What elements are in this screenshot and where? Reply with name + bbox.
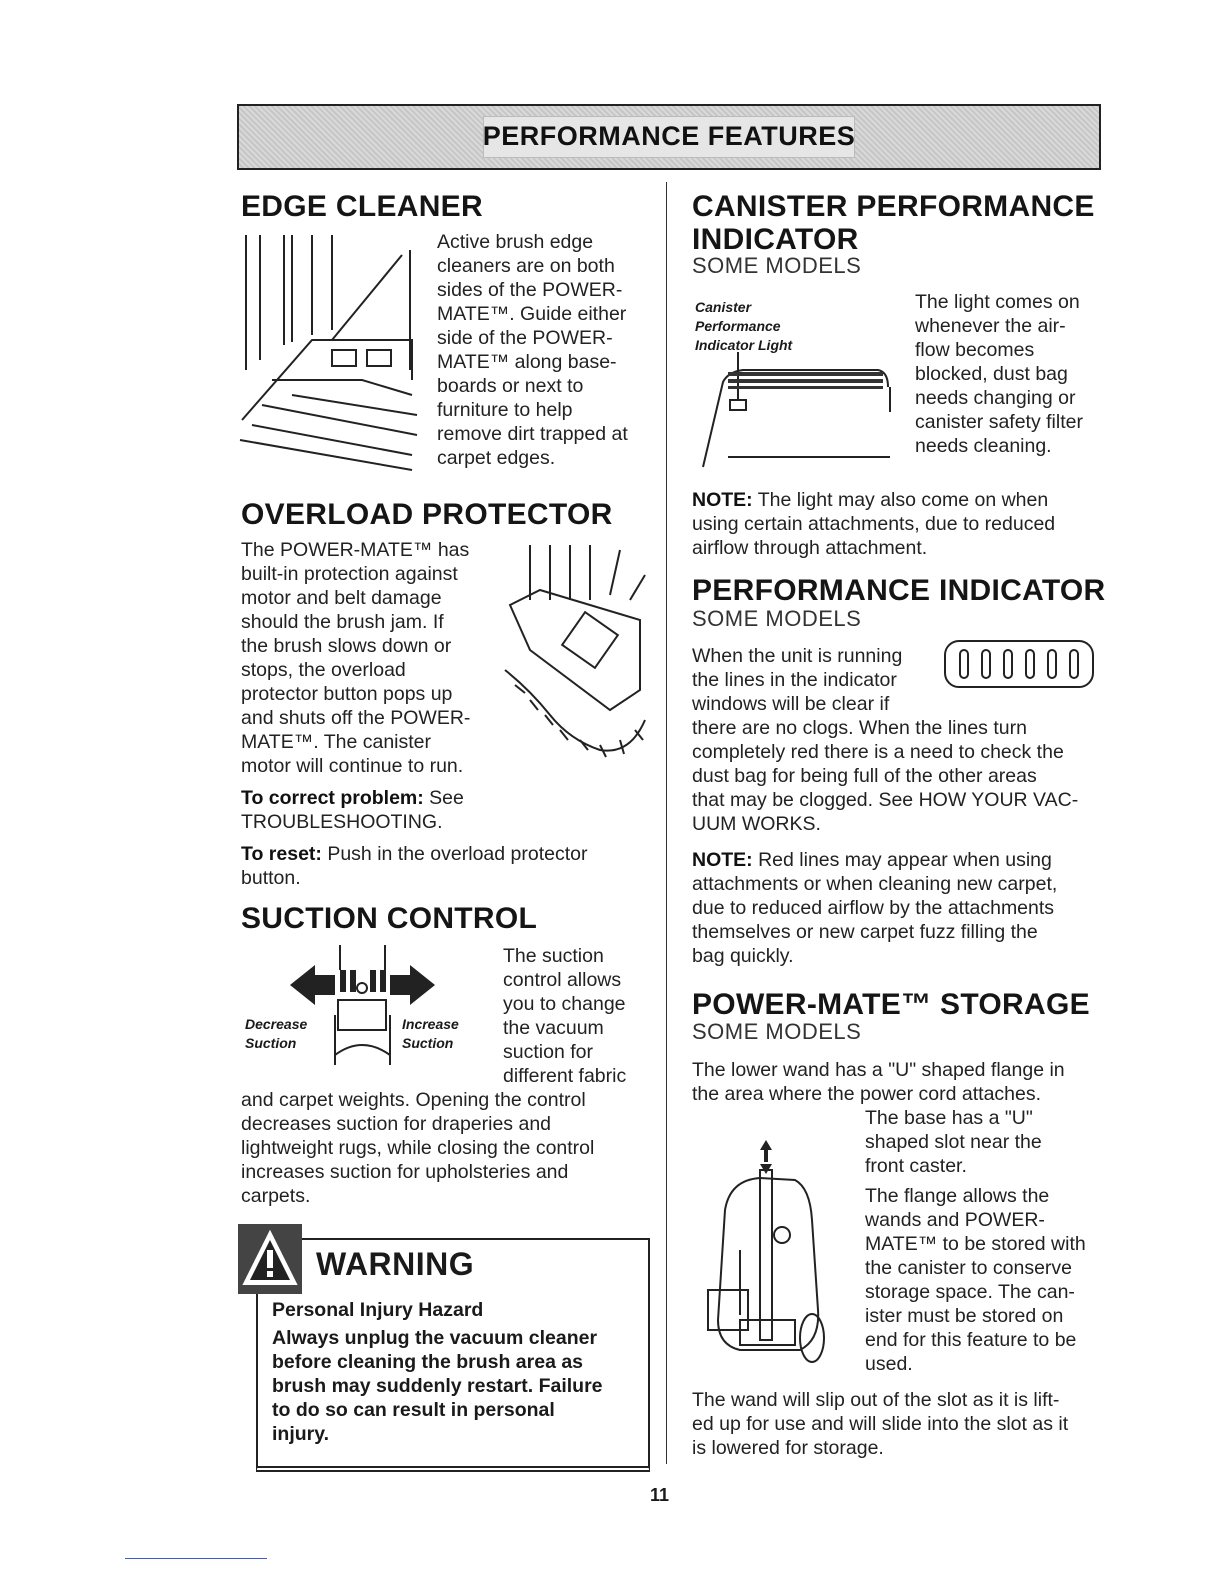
- text-line: airflow through attachment.: [692, 537, 928, 559]
- canister-indicator-illustration: [698, 352, 898, 472]
- text-line: and shuts off the POWER-: [241, 707, 471, 729]
- edge-cleaner-illustration: [232, 230, 422, 475]
- storage-text-intro: [692, 1058, 1102, 1106]
- text-line: The light comes on: [915, 291, 1080, 313]
- text-line: front caster.: [865, 1155, 967, 1177]
- text-span: The light may also come on when: [752, 489, 1049, 511]
- warning-triangle-icon: [238, 1224, 302, 1294]
- text-line: flow becomes: [915, 339, 1035, 361]
- text-line: decreases suction for draperies and: [241, 1113, 552, 1135]
- warning-hazard: Personal Injury Hazard: [272, 1299, 484, 1321]
- text-line: bag quickly.: [692, 945, 794, 967]
- text-span: See: [423, 787, 464, 809]
- storage-subtitle: SOME MODELS: [692, 1019, 862, 1044]
- text-line: shaped slot near the: [865, 1131, 1042, 1153]
- text-line: ister must be stored on: [865, 1305, 1064, 1327]
- text-line: the vacuum: [503, 1017, 604, 1039]
- suction-control-text-wide: [241, 1088, 656, 1208]
- text-line: whenever the air-: [915, 315, 1066, 337]
- text-line: before cleaning the brush area as: [272, 1351, 584, 1373]
- canister-indicator-subtitle: SOME MODELS: [692, 253, 862, 278]
- text-line: The POWER-MATE™ has: [241, 539, 470, 561]
- section-banner: [237, 104, 1101, 170]
- suction-control-text-narrow: [503, 944, 653, 1088]
- correct-problem-text: [241, 786, 641, 834]
- text-line: MATE™ along base-: [437, 351, 617, 373]
- canister-indicator-text: [915, 290, 1100, 458]
- column-divider: [666, 182, 667, 1464]
- storage-illustration: [700, 1140, 835, 1375]
- text-line: due to reduced airflow by the attachments: [692, 897, 1055, 919]
- text-line: the lines in the indicator: [692, 669, 897, 691]
- text-line: MATE™ to be stored with: [865, 1233, 1086, 1255]
- page-number: 11: [650, 1485, 670, 1505]
- text-line: motor and belt damage: [241, 587, 442, 609]
- text-line: themselves or new carpet fuzz filling the: [692, 921, 1038, 943]
- text-line: Indicator Light: [695, 337, 793, 353]
- text-line: When the unit is running: [692, 645, 903, 667]
- text-line: Suction: [245, 1035, 297, 1051]
- text-line: stops, the overload: [241, 659, 406, 681]
- text-line: boards or next to: [437, 375, 584, 397]
- text-line: there are no clogs. When the lines turn: [692, 717, 1027, 739]
- text-line: needs changing or: [915, 387, 1076, 409]
- heading-line: INDICATOR: [692, 223, 859, 256]
- overload-protector-heading: OVERLOAD PROTECTOR: [241, 498, 613, 531]
- warning-text: [272, 1326, 642, 1446]
- increase-suction-label: [402, 1015, 459, 1053]
- text-line: windows will be clear if: [692, 693, 890, 715]
- storage-heading: POWER-MATE™ STORAGE: [692, 988, 1090, 1021]
- reset-text: [241, 842, 651, 890]
- troubleshooting-reference: TROUBLESHOOTING.: [241, 811, 443, 833]
- text-span: Red lines may appear when using: [752, 849, 1052, 871]
- text-line: end for this feature to be: [865, 1329, 1077, 1351]
- text-line: canister safety filter: [915, 411, 1083, 433]
- suction-control-illustration: [240, 940, 490, 1080]
- text-line: you to change: [503, 993, 626, 1015]
- text-line: The suction: [503, 945, 604, 967]
- text-line: MATE™. Guide either: [437, 303, 627, 325]
- text-line: Suction: [402, 1035, 454, 1051]
- banner-title: PERFORMANCE FEATURES: [482, 121, 856, 151]
- edge-cleaner-text: [437, 230, 652, 470]
- text-line: increases suction for upholsteries and: [241, 1161, 569, 1183]
- text-line: motor will continue to run.: [241, 755, 464, 777]
- text-line: Always unplug the vacuum cleaner: [272, 1327, 598, 1349]
- storage-text-flange: [865, 1184, 1105, 1376]
- correct-problem-label: To correct problem:: [241, 787, 424, 809]
- text-line: needs cleaning.: [915, 435, 1052, 457]
- overload-protector-illustration: [500, 540, 652, 780]
- storage-text-end: [692, 1388, 1102, 1460]
- text-line: remove dirt trapped at: [437, 423, 628, 445]
- canister-note: [692, 488, 1092, 560]
- text-line: cleaners are on both: [437, 255, 615, 277]
- reset-label: To reset:: [241, 843, 322, 865]
- performance-indicator-note: [692, 848, 1102, 968]
- edge-cleaner-heading: EDGE CLEANER: [241, 190, 483, 223]
- storage-text-slot: [865, 1106, 1100, 1178]
- canister-indicator-heading: [692, 190, 1095, 256]
- footer-rule: [125, 1558, 267, 1559]
- text-line: the area where the power cord attaches.: [692, 1083, 1042, 1105]
- text-line: attachments or when cleaning new carpet,: [692, 873, 1058, 895]
- suction-control-heading: SUCTION CONTROL: [241, 902, 538, 935]
- warning-title: WARNING: [316, 1246, 475, 1282]
- text-line: lightweight rugs, while closing the control: [241, 1137, 595, 1159]
- text-line: the brush slows down or: [241, 635, 452, 657]
- overload-protector-text: [241, 538, 501, 778]
- heading-line: CANISTER PERFORMANCE: [692, 190, 1095, 223]
- text-line: button.: [241, 867, 301, 889]
- text-line: Performance: [695, 318, 781, 334]
- note-label: NOTE:: [692, 849, 753, 871]
- canister-light-label: [695, 298, 792, 355]
- text-line: that may be clogged. See HOW YOUR VAC-: [692, 789, 1079, 811]
- text-line: The flange allows the: [865, 1185, 1050, 1207]
- text-line: carpet edges.: [437, 447, 556, 469]
- text-line: The wand will slip out of the slot as it is lift-: [692, 1389, 1060, 1411]
- text-line: to do so can result in personal: [272, 1399, 555, 1421]
- text-line: using certain attachments, due to reduced: [692, 513, 1056, 535]
- text-line: ed up for use and will slide into the slot as it: [692, 1413, 1069, 1435]
- text-line: dust bag for being full of the other areas: [692, 765, 1037, 787]
- text-line: [241, 786, 641, 810]
- text-line: brush may suddenly restart. Failure: [272, 1375, 603, 1397]
- text-line: Decrease: [245, 1016, 308, 1032]
- text-line: should the brush jam. If: [241, 611, 444, 633]
- indicator-windows-icon: [942, 636, 1097, 694]
- text-line: built-in protection against: [241, 563, 458, 585]
- text-line: MATE™. The canister: [241, 731, 432, 753]
- note-label: NOTE:: [692, 489, 753, 511]
- text-line: suction for: [503, 1041, 593, 1063]
- text-line: storage space. The can-: [865, 1281, 1075, 1303]
- performance-indicator-text-wide: [692, 716, 1102, 836]
- text-line: control allows: [503, 969, 622, 991]
- text-line: sides of the POWER-: [437, 279, 623, 301]
- performance-indicator-text-narrow: [692, 644, 942, 716]
- text-line: different fabric: [503, 1065, 627, 1087]
- text-line: Active brush edge: [437, 231, 594, 253]
- text-line: carpets.: [241, 1185, 311, 1207]
- text-span: Push in the overload protector: [321, 843, 588, 865]
- text-line: Canister: [695, 299, 752, 315]
- text-line: UUM WORKS.: [692, 813, 821, 835]
- text-line: [692, 848, 1102, 872]
- text-line: Increase: [402, 1016, 459, 1032]
- text-line: furniture to help: [437, 399, 573, 421]
- performance-indicator-heading: PERFORMANCE INDICATOR: [692, 574, 1106, 607]
- text-line: used.: [865, 1353, 913, 1375]
- text-line: is lowered for storage.: [692, 1437, 884, 1459]
- text-line: the canister to conserve: [865, 1257, 1073, 1279]
- text-line: [241, 842, 651, 866]
- text-line: The base has a "U": [865, 1107, 1033, 1129]
- text-line: side of the POWER-: [437, 327, 613, 349]
- decrease-suction-label: [245, 1015, 307, 1053]
- text-line: protector button pops up: [241, 683, 453, 705]
- performance-indicator-subtitle: SOME MODELS: [692, 606, 862, 631]
- text-line: completely red there is a need to check the: [692, 741, 1064, 763]
- text-line: injury.: [272, 1423, 330, 1445]
- text-line: The lower wand has a "U" shaped flange in: [692, 1059, 1065, 1081]
- text-line: [692, 488, 1092, 512]
- text-line: and carpet weights. Opening the control: [241, 1089, 586, 1111]
- text-line: blocked, dust bag: [915, 363, 1068, 385]
- text-line: wands and POWER-: [865, 1209, 1045, 1231]
